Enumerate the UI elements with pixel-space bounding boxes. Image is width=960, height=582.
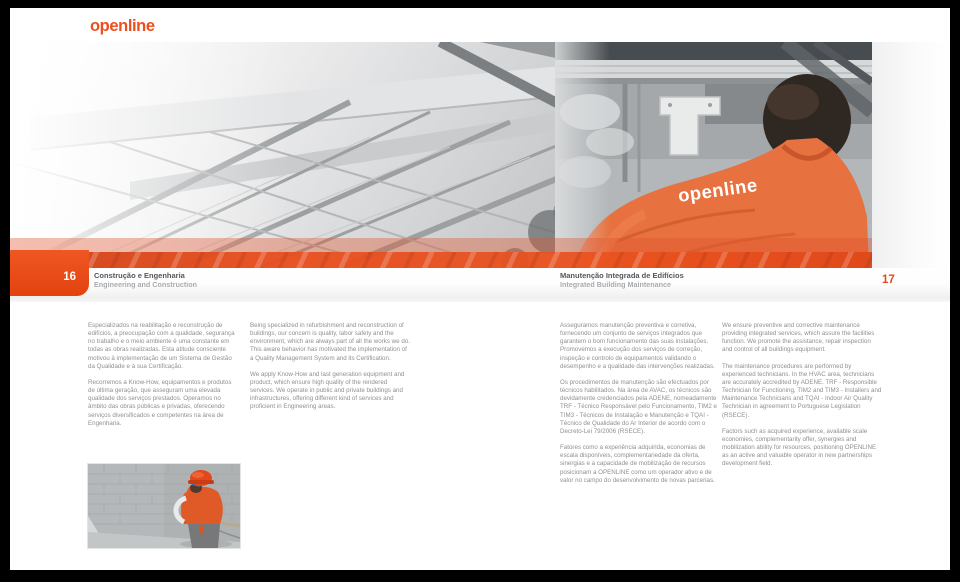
paragraph: Factors such as acquired experience, available scale economies, complementarity offer, synergies and mobilization ability for resources, positioning OPENLINE as an active and valuable operator in new partnerships development field. [722,427,877,468]
paragraph: Being specialized in refurbishment and reconstruction of buildings, our concern is quality, labor safety and the environment, which are always part of all the works we do. This aware behavior has motivated the implementation of a Quality Management System and its Certification. [250,322,410,362]
paragraph: Asseguramos manutenção preventiva e corretiva, fornecendo um conjunto de serviços integrados que garantem o bom funcionamento das suas instalações. Promovemos a execução dos serviços de correção, inspeção e controlo de equipamentos validando o desempenho e a qualidade das intervenções realizadas. [560,322,715,370]
paragraph: Especializados na reabilitação e reconstrução de edifícios, a preocupação com a qualidade, segurança no trabalho e o meio ambiente é uma constante em todas as obras realizadas. Esta atitude consciente motivou à implementação de um Sistema de Gestão da Qualidade e à sua Certificação. [88,322,235,370]
brochure-spread [10,8,950,570]
page-number-17: 17 [882,274,895,286]
section-title-band [10,268,950,302]
paragraph: Recorremos a Know-How, equipamentos e produtos de última geração, que asseguram uma elevada qualidade dos serviços prestados. Operamos no âmbito das obras públicas e privadas, oferecendo serviços diversificados e competentes na área de Engenharia. [88,378,232,427]
banner-right-margin [872,42,950,270]
page-number-16: 16 [63,271,76,283]
right-section-heading [560,271,684,289]
left-page-column-pt [88,322,238,436]
right-page-column-en [722,322,882,477]
right-page-column-pt [560,322,718,493]
paragraph: The maintenance procedures are performed by experienced technicians. In the HVAC area, technicians are accurately accredited by ADENE. TRF - Responsible Technician for Functioning, TIM2 and TIM3 - Installers and Maintenance Technicians and TQAI - Indoor Air Quality Technician in agreement to Portuguese Legislation (RSECE). [722,362,882,419]
left-section-heading [94,271,197,289]
paragraph: We ensure preventive and corrective maintenance providing integrated services, which assure the facilities function. We promote the assistance, repair inspection and control of all buildings equipment. [722,322,875,354]
right-section-title: Manutenção Integrada de Edifícios [560,271,684,280]
banner-photo-montage [10,42,950,270]
left-section-title: Construção e Engenharia [94,271,185,280]
paragraph: We apply Know-How and last generation equipment and product, which ensure high quality of the rendered services. We operate in public and private buildings and infrastructures, offering different kind of services and proficient in Engineering areas. [250,370,405,411]
shirt-logo-text: openline [676,174,759,206]
openline-logo: openline [90,17,155,35]
paragraph: Os procedimentos de manutenção são efectuados por técnicos habilitados. Na área de AVAC, os técnicos são devidamente credenciados pela ADENE, nomeadamente TRF - Técnico Responsável pelo Funcionamento, TIM2 e TIM3 - Técnicos de Instalação e Manutenção e TQAI - Técnico de Qualidade do Ar Interior de acordo com o Decreto-Lei 79/2006 (RSECE). [560,378,717,435]
right-section-subtitle: Integrated Building Maintenance [560,280,672,289]
page-number-tab [10,250,89,296]
left-page-column-en [250,322,410,420]
worker-photo [88,464,240,548]
technician-photo [555,42,872,270]
paragraph: Fatores como a experiência adquirida, economias de escala disponíveis, complementariedade da oferta, sinergias e a capacidade de mobilização de recursos posicionam a OPENLINE como um operador ativo e de valor no campo do desenvolvimento de novas parcerias. [560,444,715,484]
steel-structure-photo [10,42,622,270]
orange-tint-strip [10,238,872,252]
left-section-subtitle: Engineering and Construction [94,280,198,289]
